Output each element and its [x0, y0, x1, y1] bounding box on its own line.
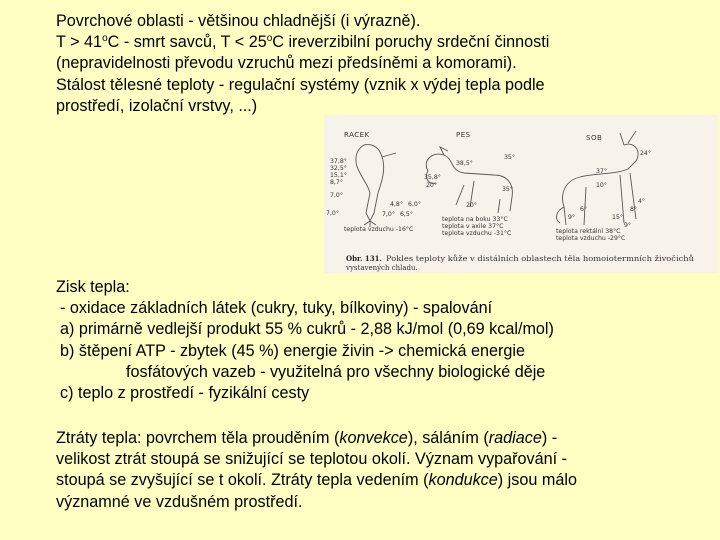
pes-temp-4: 35°	[502, 186, 513, 193]
intro-line-2-part-c: C ireverzibilní poruchy srdeční činnosti	[272, 33, 550, 52]
label-racek: RACEK	[344, 131, 370, 139]
heat-gain-section	[56, 277, 554, 404]
figure-caption-line-1: Pokles teploty kůže v distálních oblastech těla homoiotermních živočichů	[386, 255, 646, 263]
figure-caption-label: Obr. 131.	[346, 254, 382, 263]
sob-temp-5: 15°	[612, 214, 623, 221]
loss-l1-c: ) -	[541, 429, 558, 447]
pes-temp-2: 35,8°	[424, 174, 441, 181]
pes-temp-1: 38,5°	[456, 160, 473, 167]
heat-loss-line-3	[56, 470, 577, 491]
racek-temp-0: 37,8°	[330, 158, 347, 165]
loss-l3-a: stoupá se zvyšující se t okolí. Ztráty tepla vedením (	[56, 471, 429, 490]
loss-l1-a: Ztráty tepla: povrchem těla prouděním (	[56, 429, 340, 447]
intro-line-4: Stálost tělesné teploty - regulační systémy (vznik x výdej tepla podle	[56, 75, 545, 94]
heat-gain-item-b: b) štěpení ATP - zbytek (45 %) energie živin -> chemická energie	[60, 341, 526, 360]
pes-temp-0: 35°	[504, 154, 515, 161]
heat-gain-title: Zisk tepla:	[56, 278, 130, 296]
intro-line-1: Povrchové oblasti - většinou chladnější (i výrazně).	[56, 12, 421, 30]
label-pes: PES	[456, 131, 471, 139]
heat-loss-section	[56, 428, 577, 513]
term-konvekce: konvekce	[339, 429, 408, 447]
reindeer-drawing	[557, 131, 639, 225]
intro-line-5: prostředí, izolační vrstvy, ...)	[56, 96, 258, 115]
heat-gain-item-b-cont: fosfátových vazeb - využitelná pro všechny biologické děje	[126, 362, 546, 381]
racek-temp-9: 6,5°	[400, 211, 413, 218]
heat-loss-line-1	[56, 428, 577, 449]
heat-loss-line-2: velikost ztrát stoupá se snižující se teplotou okolí. Význam vypařování -	[56, 450, 568, 469]
sob-temp-6: 9°	[624, 222, 632, 229]
pes-note-0: teplota na boku 33°C	[442, 216, 508, 223]
racek-temp-8: 7,0°	[382, 211, 395, 218]
sob-temp-3: 9°	[568, 214, 576, 221]
figure-drawing	[324, 115, 718, 273]
intro-line-3: (nepravidelnosti převodu vzruchů mezi předsíněmi a komorami).	[56, 54, 517, 73]
heat-loss-line-4: významné ve vzdušném prostředí.	[56, 492, 303, 511]
pes-temp-5: 20°	[466, 202, 477, 209]
intro-line-2-part-b: C - smrt savců, T < 25	[107, 33, 267, 52]
racek-note: teplota vzduchu -16°C	[344, 226, 414, 233]
degree-sup-2: o	[266, 33, 273, 45]
sob-temp-7: 4°	[638, 198, 646, 205]
heat-gain-item-oxidation: - oxidace základních látek (cukry, tuky, bílkoviny) - spalování	[60, 299, 493, 318]
pes-temp-3: 20°	[426, 182, 437, 189]
loss-l1-b: ), sáláním (	[407, 429, 489, 447]
pes-note-2: teplota vzduchu -31°C	[442, 230, 512, 237]
cold-exposure-figure	[324, 115, 718, 273]
degree-sup-1: o	[102, 33, 108, 45]
racek-temp-3: 8,7°	[330, 179, 343, 186]
sob-temp-8: 6°	[580, 206, 588, 213]
sob-note-1: teplota vzduchu -29°C	[556, 235, 626, 242]
term-kondukce: kondukce	[428, 471, 498, 490]
sob-temp-1: 37°	[596, 168, 607, 175]
intro-line-2-part-a: T > 41	[56, 33, 103, 52]
heat-gain-item-a: a) primárně vedlejší produkt 55 % cukrů - 2,88 kJ/mol (0,69 kcal/mol)	[60, 320, 554, 339]
racek-temp-1: 32,5°	[330, 165, 347, 172]
sob-note-0: teplota rektální 38°C	[556, 228, 621, 235]
loss-l3-b: ) jsou málo	[497, 471, 577, 490]
intro-line-2	[56, 32, 549, 53]
racek-temp-2: 15,1°	[330, 172, 347, 179]
racek-temp-6: 6,0°	[408, 201, 421, 208]
racek-temp-7: 7,0°	[326, 210, 339, 217]
racek-temp-4: 7,0°	[330, 192, 343, 199]
heat-gain-item-c: c) teplo z prostředí - fyzikální cesty	[60, 384, 310, 403]
pes-note-1: teplota v axile 37°C	[442, 223, 504, 230]
label-sob: SOB	[586, 134, 603, 142]
sob-temp-0: 24°	[640, 150, 651, 157]
racek-temp-5: 4,8°	[390, 201, 403, 208]
intro-paragraph	[56, 11, 549, 117]
sob-temp-2: 10°	[596, 182, 607, 189]
figure-caption-line-2: vystavených chladu.	[346, 264, 418, 272]
sob-temp-4: 8°	[630, 206, 638, 213]
term-radiace: radiace	[488, 429, 542, 447]
